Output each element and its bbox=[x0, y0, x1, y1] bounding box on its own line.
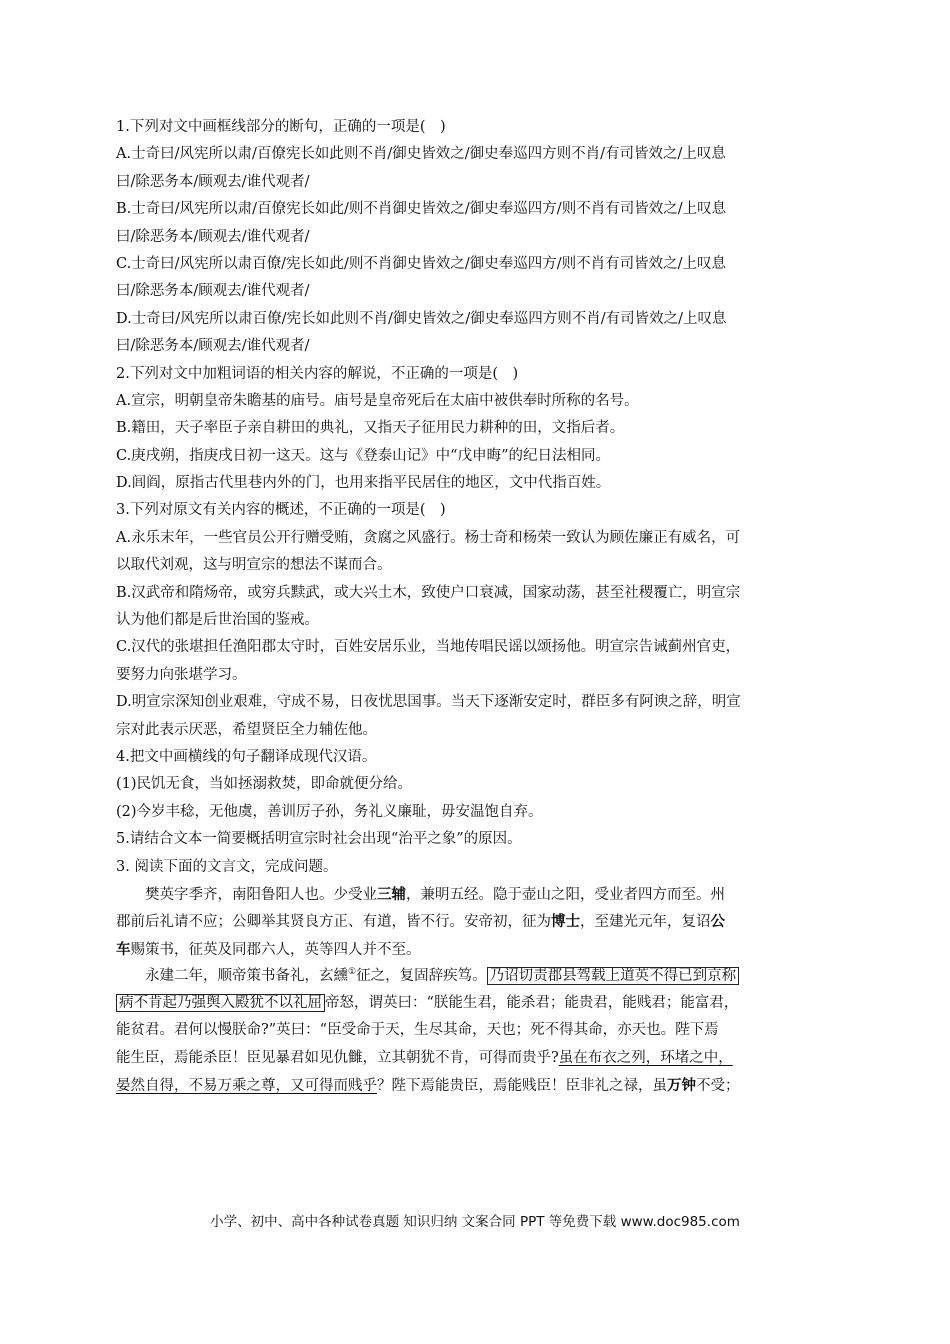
question-2-stem: 2.下列对文中加粗词语的相关内容的解说，不正确的一项是( ) bbox=[116, 365, 519, 382]
question-2-option-d: D.闾阎，原指古代里巷内外的门，也用来指平民居住的地区，文中代指百姓。 bbox=[116, 475, 611, 492]
bold-term: 三辅 bbox=[377, 885, 406, 903]
footnote-marker: ① bbox=[348, 967, 357, 977]
classical-passage bbox=[116, 881, 838, 1099]
passage-text: ？陛下焉能贵臣，焉能贱臣！臣非礼之禄，虽 bbox=[377, 1078, 667, 1095]
question-4-stem: 4.把文中画横线的句子翻译成现代汉语。 bbox=[116, 748, 377, 765]
passage-line bbox=[116, 990, 838, 1017]
passage-text: ，至建光元年，复诏 bbox=[580, 914, 711, 931]
passage-line bbox=[116, 1017, 838, 1044]
framed-text: 乃诏切责郡县驾载上道英不得已到京称 bbox=[487, 967, 740, 985]
question-1-option-b-cont: 曰/除恶务本/顾观去/谁代观者/ bbox=[116, 228, 310, 245]
passage-line bbox=[116, 963, 838, 990]
question-1-option-a-cont: 曰/除恶务本/顾观去/谁代观者/ bbox=[116, 173, 310, 190]
question-1-option-d-cont: 曰/除恶务本/顾观去/谁代观者/ bbox=[116, 338, 310, 355]
passage-text: 能贫君。君何以慢朕命?”英曰：“臣受命于天，生尽其命，天也；死不得其命，亦天也。陛下焉 bbox=[116, 1022, 719, 1039]
question-3-option-b: B.汉武帝和隋炀帝，或穷兵黩武，或大兴土木，致使户口衰减，国家动荡，甚至社稷覆亡，明宣宗 bbox=[116, 584, 741, 601]
question-1-option-d: D.士奇曰/风宪所以肃百僚/宪长如此则不肖/御史皆效之/御史奉巡四方则不肖/有司皆效之/上叹息 bbox=[116, 310, 727, 327]
question-1-stem: 1.下列对文中画框线部分的断句，正确的一项是( ) bbox=[116, 119, 446, 135]
question-5-stem: 5.请结合文本一简要概括明宣宗时社会出现“治平之象”的原因。 bbox=[116, 831, 522, 848]
passage-line bbox=[116, 1072, 838, 1099]
question-4-item-2: (2)今岁丰稔，无他虞，善训厉子孙，务礼义廉耻，毋安温饱自弃。 bbox=[116, 803, 543, 820]
passage-text: ，兼明五经。隐于壶山之阳，受业者四方而至。州 bbox=[406, 886, 725, 903]
bold-term: 博士 bbox=[551, 913, 580, 931]
passage-line bbox=[116, 881, 838, 908]
underlined-text: 虽在布衣之列，环堵之中， bbox=[558, 1049, 733, 1066]
question-2-option-a: A.宣宗，明朝皇帝朱瞻基的庙号。庙号是皇帝死后在太庙中被供奉时所称的名号。 bbox=[116, 392, 639, 409]
bold-term: 万钟 bbox=[667, 1077, 696, 1095]
question-3-option-a-cont: 以取代刘观，这与明宣宗的想法不谋而合。 bbox=[116, 557, 392, 574]
passage-text: 不受； bbox=[696, 1078, 740, 1095]
question-2-option-c: C.庚戌朔，指庚戌日初一这天。这与《登泰山记》中“戊申晦”的纪日法相同。 bbox=[116, 447, 611, 464]
question-3-stem: 3.下列对原文有关内容的概述，不正确的一项是( ) bbox=[116, 502, 446, 519]
passage-text: 征之，复固辞疾笃。 bbox=[356, 967, 487, 984]
page-footer: 小学、初中、高中各种试卷真题 知识归纳 文案合同 PPT 等免费下载 www.doc985.com bbox=[210, 1214, 740, 1230]
question-3-option-d: D.明宣宗深知创业艰难，守成不易，日夜忧思国事。当天下逐渐安定时，群臣多有阿谀之辞，明宣 bbox=[116, 694, 741, 711]
passage-text: 永建二年，顺帝策书备礼，玄纁 bbox=[145, 967, 348, 984]
question-1-option-a: A.士奇曰/风宪所以肃/百僚宪长如此则不肖/御史皆效之/御史奉巡四方则不肖/有司皆效之/上叹息 bbox=[116, 146, 726, 163]
passage-text: 樊英字季齐，南阳鲁阳人也。少受业 bbox=[145, 886, 377, 903]
bold-term: 车 bbox=[116, 940, 131, 958]
passage-text: 帝怒，谓英曰：“朕能生君，能杀君；能贵君，能贱君；能富君， bbox=[325, 995, 739, 1012]
bold-term: 公 bbox=[710, 913, 725, 931]
question-4-item-1: (1)民饥无食，当如拯溺救焚，即命就便分给。 bbox=[116, 776, 413, 793]
passage-text: 赐策书，征英及同郡六人，英等四人并不至。 bbox=[130, 941, 421, 958]
passage-text: 能生臣，焉能杀臣！臣见暴君如见仇雠，立其朝犹不肯，可得而贵乎? bbox=[116, 1049, 559, 1066]
question-1-option-c: C.士奇曰/风宪所以肃百僚/宪长如此/则不肖御史皆效之/御史奉巡四方/则不肖有司皆效之/上叹息 bbox=[116, 255, 726, 272]
question-2-option-b: B.籍田，天子率臣子亲自耕田的典礼，又指天子征用民力耕种的田，文指后者。 bbox=[116, 420, 625, 437]
question-3-option-a: A.永乐末年，一些官员公开行赠受贿，贪腐之风盛行。杨士奇和杨荣一致认为顾佐廉正有威名，可 bbox=[116, 529, 741, 546]
section-3-title: 3. 阅读下面的文言文，完成问题。 bbox=[116, 858, 338, 875]
question-3-option-c: C.汉代的张堪担任渔阳郡太守时，百姓安居乐业，当地传唱民谣以颂扬他。明宣宗告诫蓟州官吏， bbox=[116, 639, 741, 656]
passage-text: 郡前后礼请不应；公卿举其贤良方正、有道，皆不行。安帝初，征为 bbox=[116, 914, 551, 931]
passage-line bbox=[116, 936, 838, 963]
underlined-text: 晏然自得，不易万乘之尊，又可得而贱乎 bbox=[116, 1078, 377, 1095]
passage-line bbox=[116, 908, 838, 935]
question-1-option-b: B.士奇曰/风宪所以肃/百僚宪长如此/则不肖御史皆效之/御史奉巡四方/则不肖有司皆效之/上叹息 bbox=[116, 201, 727, 218]
question-1-option-c-cont: 曰/除恶务本/顾观去/谁代观者/ bbox=[116, 283, 310, 300]
question-3-option-b-cont: 认为他们都是后世治国的鉴戒。 bbox=[116, 612, 319, 629]
question-3-option-c-cont: 要努力向张堪学习。 bbox=[116, 666, 247, 683]
exam-content bbox=[116, 114, 838, 1099]
passage-line bbox=[116, 1045, 838, 1072]
question-3-option-d-cont: 宗对此表示厌恶，希望贤臣全力辅佐他。 bbox=[116, 721, 377, 738]
framed-text: 病不肯起乃强舆入殿犹不以礼屈 bbox=[116, 994, 325, 1012]
